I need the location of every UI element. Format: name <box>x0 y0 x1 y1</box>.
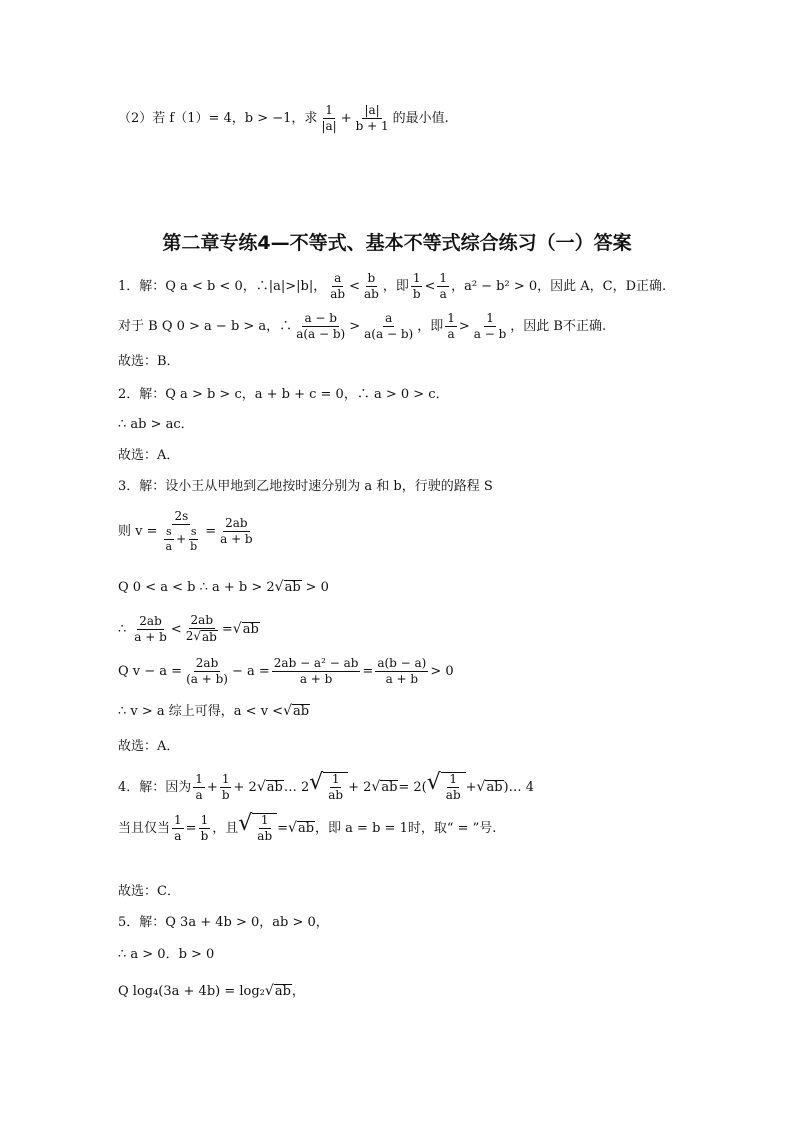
square-root: √ ab <box>371 779 398 796</box>
fraction: 2s $\frac{s}{a}$ + $\frac{s}{b}$ <box>160 510 204 553</box>
answer-1-line-2 <box>118 312 606 341</box>
answer-text: ，即 <box>417 319 444 335</box>
radical-sign-icon: √ <box>232 621 242 638</box>
answer-5-line-2: ∴ a > 0．b > 0 <box>118 947 215 962</box>
fraction: $\frac{2ab}{a + b}$ <box>220 516 253 547</box>
square-root: √ ab <box>288 820 315 837</box>
radical-sign-icon: √ <box>309 770 324 795</box>
fraction: $\frac{1}{a}$ <box>447 311 455 342</box>
answer-text: Q log₄(3a + 4b) = log₂ <box>118 983 265 999</box>
answer-3-choice: 故选：A． <box>118 739 180 754</box>
square-root <box>238 813 277 843</box>
square-root <box>427 772 466 802</box>
plus-sign: + <box>340 111 352 127</box>
greater-than-sign: > <box>458 319 470 335</box>
radical-sign-icon: √ <box>256 779 266 796</box>
answer-1-choice: 故选：B． <box>118 354 180 369</box>
fraction: $\frac{1}{ab}$ <box>445 772 461 803</box>
equals-sign: = <box>277 820 289 836</box>
radical-sign-icon: √ <box>476 779 486 796</box>
answer-3-line-5 <box>118 657 454 686</box>
answer-text: Q v − a = <box>118 664 183 680</box>
fraction: $\frac{2ab}{a + b}$ <box>134 613 167 644</box>
answer-text: + 2 <box>348 779 372 795</box>
answer-3-line-3 <box>118 580 329 594</box>
fraction: $\frac{|a|}{b + 1}$ <box>355 103 389 134</box>
fraction: $\frac{1}{ab}$ <box>328 772 344 803</box>
fraction: $\frac{1}{ab}$ <box>257 813 273 844</box>
equals-sign: = <box>205 524 217 540</box>
answer-text: ∴ v > a 综上可得，a < v < <box>118 703 284 719</box>
fraction: 2ab 2 √ ab <box>185 613 217 645</box>
equals-sign: = <box>362 664 374 680</box>
answer-4-line-2: 当且仅当 $\frac{1}{a}$ = $\frac{1}{b}$ ，且 √ $\frac{1}{ab}$ = √ ab ，即 a = b = 1时，取“ = ”号. <box>118 811 497 844</box>
compound-denominator: $\frac{s}{a}$ + $\frac{s}{b}$ <box>165 525 198 554</box>
fraction: $\frac{a - b}{a(a - b)}$ <box>296 311 346 342</box>
square-root: √ ab <box>283 703 310 719</box>
square-root: √ ab <box>232 621 259 638</box>
radical-sign-icon: √ <box>193 629 202 644</box>
fraction: $\frac{a(b - a)}{a + b}$ <box>377 656 427 687</box>
answer-5-line-1: 5．解：Q 3a + 4b > 0，ab > 0， <box>118 915 329 930</box>
answer-3-line-2 <box>118 510 257 553</box>
answer-text: + 2 <box>233 779 257 795</box>
answer-text: − a = <box>231 664 270 680</box>
answer-text: > 0 <box>430 664 454 680</box>
answer-5-line-3 <box>118 984 305 998</box>
fraction: $\frac{s}{a}$ <box>165 525 173 554</box>
answer-text: ， <box>291 983 305 999</box>
greater-than-sign: > <box>349 319 361 335</box>
square-root <box>309 772 348 802</box>
square-root: √ ab <box>476 779 503 796</box>
answer-text: … 2 <box>283 779 310 795</box>
answer-3-line-6 <box>118 704 310 718</box>
page-title: 第二章专练4—不等式、基本不等式综合练习（一）答案 <box>162 232 632 254</box>
fraction: $\frac{1}{|a|}$ <box>321 103 337 134</box>
answer-text: 对于 B Q 0 > a − b > a，∴ <box>118 319 293 335</box>
radical-sign-icon: √ <box>274 579 284 595</box>
answer-4-choice: 故选：C． <box>118 884 180 899</box>
answer-text: ，因此 B不正确. <box>510 319 607 335</box>
answer-4-line-1: 4．解：因为 $\frac{1}{a}$ + $\frac{1}{b}$ + 2 √ ab … 2 √ $\frac{1}{ab}$ + 2 √ ab = 2( √ $\frac{1}{ab}$ + √ ab )… 4 <box>118 770 535 803</box>
answer-2-line-2: ∴ ab > ac． <box>118 417 194 432</box>
answer-text: ，a² − b² > 0，因此 A，C，D正确. <box>451 279 667 295</box>
answer-text: ，且 <box>212 820 239 836</box>
question-2-text: （2）若 f（1）= 4，b > −1，求 <box>118 111 318 127</box>
answer-text: )… 4 <box>503 779 535 795</box>
radical-sign-icon: √ <box>264 983 274 999</box>
radical-sign-icon: √ <box>283 703 292 719</box>
answer-text: 4．解：因为 <box>118 779 192 795</box>
fraction: $\frac{a}{ab}$ <box>330 271 346 302</box>
less-than-sign: < <box>170 621 182 637</box>
answer-2-choice: 故选：A． <box>118 448 180 463</box>
answer-1-line-1 <box>118 272 666 301</box>
answer-text: 1．解：Q a < b < 0，∴|a|>|b|， <box>118 279 327 295</box>
fraction: $\frac{1}{a}$ <box>195 771 203 802</box>
fraction: $\frac{1}{a - b}$ <box>473 311 507 342</box>
answer-3-line-1: 3．解：设小王从甲地到乙地按时速分别为 a 和 b，行驶的路程 S <box>118 479 493 494</box>
answer-text: = 2( <box>398 779 427 795</box>
fraction: $\frac{1}{a}$ <box>174 812 182 843</box>
answer-text: ，即 <box>382 279 409 295</box>
answer-text: 则 v = <box>118 524 158 540</box>
answer-text: > 0 <box>305 579 329 595</box>
answer-text: + <box>465 779 477 795</box>
radical-sign-icon: √ <box>238 811 253 836</box>
square-root: √ ab <box>256 779 283 796</box>
radical-sign-icon: √ <box>371 779 381 796</box>
fraction: $\frac{s}{b}$ <box>190 525 198 554</box>
answer-text: ，即 a = b = 1时，取“ = ”号. <box>315 820 497 836</box>
answer-text: Q 0 < a < b ∴ a + b > 2 <box>118 579 275 595</box>
less-than-sign: < <box>349 279 360 295</box>
answer-text: ∴ <box>118 621 127 637</box>
fraction: $\frac{1}{b}$ <box>200 812 209 843</box>
fraction: $\frac{a}{a(a - b)}$ <box>364 311 414 342</box>
fraction: $\frac{\text{2ab − a² − ab}}{a + b}$ <box>273 656 359 687</box>
answer-2-line-1: 2．解：Q a > b > c，a + b + c = 0，∴ a > 0 > c． <box>118 387 449 402</box>
fraction: $\frac{b}{ab}$ <box>363 271 379 302</box>
square-root: √ ab <box>274 579 301 595</box>
square-root: √ ab <box>193 629 217 645</box>
radical-sign-icon: √ <box>426 770 441 795</box>
answer-3-line-4 <box>118 614 260 644</box>
square-root: √ ab <box>264 983 291 999</box>
equals-sign: = <box>221 621 233 637</box>
fraction: $\frac{1}{b}$ <box>221 771 230 802</box>
fraction: $\frac{1}{b}$ <box>412 271 421 302</box>
question-2-tail: 的最小值. <box>392 111 449 127</box>
fraction: $\frac{2ab}{(a + b)}$ <box>186 656 228 687</box>
radical-sign-icon: √ <box>288 820 297 837</box>
answer-text: 当且仅当 <box>118 820 171 836</box>
less-than-sign: < <box>424 279 436 295</box>
fraction: $\frac{1}{a}$ <box>439 271 448 302</box>
question-2-line <box>118 104 449 133</box>
